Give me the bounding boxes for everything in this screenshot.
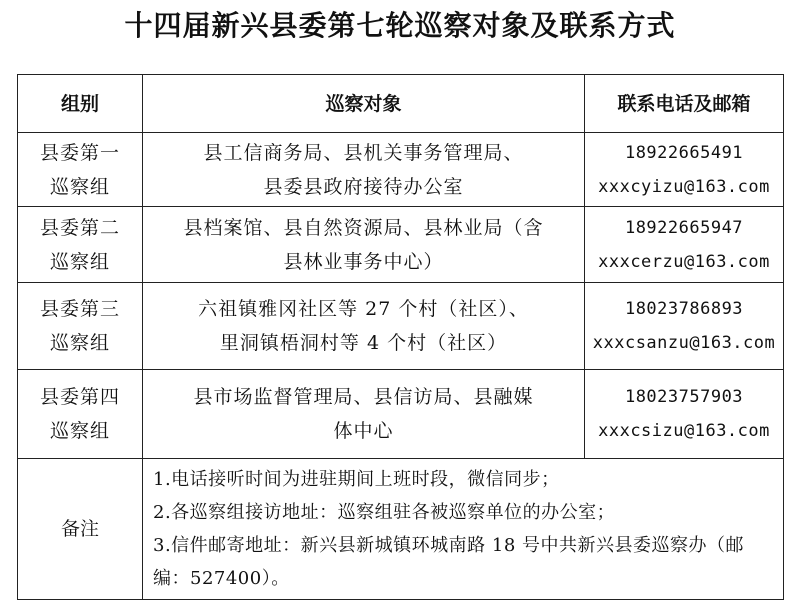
contact-cell <box>585 133 784 207</box>
inspection-contact-table <box>17 74 784 600</box>
target-cell <box>143 207 585 283</box>
phone-number: 18922665947 <box>624 217 744 238</box>
email-address: xxxcerzu@163.com <box>598 251 770 272</box>
phone-number: 18023786893 <box>624 299 744 319</box>
group-name-line: 巡察组 <box>49 332 110 354</box>
group-name-line: 县委第四 <box>39 386 120 408</box>
contact-cell <box>585 207 784 283</box>
target-cell <box>143 133 585 207</box>
header-group: 组别 <box>18 75 143 133</box>
group-name-line: 县委第一 <box>39 141 120 164</box>
group-name-line: 县委第二 <box>39 216 120 239</box>
target-cell <box>143 370 585 459</box>
target-line: 里洞镇梧洞村等 4 个村（社区） <box>219 332 508 354</box>
email-address: xxxcsizu@163.com <box>598 421 770 441</box>
target-line: 县林业事务中心） <box>283 250 444 273</box>
notes-content <box>143 459 784 600</box>
contact-cell <box>585 370 784 459</box>
group-name-line: 巡察组 <box>49 250 110 273</box>
group-name-line: 巡察组 <box>49 420 110 442</box>
target-line: 县市场监督管理局、县信访局、县融媒 <box>193 386 534 408</box>
group-cell <box>18 370 143 459</box>
table-row <box>18 283 784 370</box>
header-contact: 联系电话及邮箱 <box>585 75 784 133</box>
note-item: 1.电话接听时间为进驻期间上班时段，微信同步； <box>153 469 560 490</box>
group-cell <box>18 283 143 370</box>
notes-row <box>18 459 784 600</box>
target-cell <box>143 283 585 370</box>
phone-number: 18023757903 <box>624 387 744 407</box>
email-address: xxxcyizu@163.com <box>598 176 770 197</box>
table-row <box>18 133 784 207</box>
note-item: 2.各巡察组接访地址：巡察组驻各被巡察单位的办公室； <box>153 502 616 523</box>
table-row <box>18 207 784 283</box>
email-address: xxxcsanzu@163.com <box>592 333 776 353</box>
target-line: 县委县政府接待办公室 <box>263 175 464 198</box>
table-header-row <box>18 75 784 133</box>
note-item: 3.信件邮寄地址：新兴县新城镇环城南路 18 号中共新兴县委巡察办（邮编：527400）。 <box>153 535 745 589</box>
table-row <box>18 370 784 459</box>
group-name-line: 县委第三 <box>39 298 120 320</box>
target-line: 体中心 <box>333 420 394 442</box>
group-cell <box>18 133 143 207</box>
group-cell <box>18 207 143 283</box>
document-title: 十四届新兴县委第七轮巡察对象及联系方式 <box>124 9 676 42</box>
target-line: 六祖镇雅冈社区等 27 个村（社区）、 <box>198 298 529 320</box>
contact-cell <box>585 283 784 370</box>
group-name-line: 巡察组 <box>49 175 110 198</box>
notes-label: 备注 <box>18 459 143 600</box>
phone-number: 18922665491 <box>624 142 744 163</box>
target-line: 县档案馆、县自然资源局、县林业局（含 <box>183 216 544 239</box>
target-line: 县工信商务局、县机关事务管理局、 <box>203 141 524 164</box>
header-target: 巡察对象 <box>143 75 585 133</box>
